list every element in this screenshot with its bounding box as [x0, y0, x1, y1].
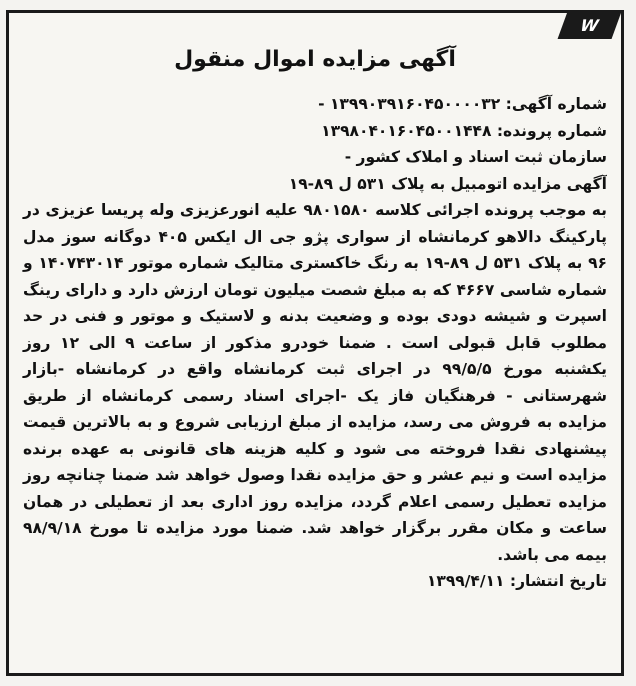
notice-title: آگهی مزایده اموال منقول — [174, 47, 456, 72]
notice-subject: آگهی مزایده اتومبیل به پلاک ۵۳۱ ل ۸۹-۱۹ — [288, 174, 607, 193]
notice-body: به موجب پرونده اجرائی کلاسه ۹۸۰۱۵۸۰ علیه انورعزیزی وله پریسا عزیزی در پارکینگ دالاهو کرمانشاه از سواری پژو جی ال ایکس ۴۰۵ دوگانه سوز مدل ۹۶ به پلاک ۵۳۱ ل ۸۹-۱۹ به رنگ خاکستری متالیک شماره موتور ۱۴۰۷۴۳۰۱۴ و شماره شاسی ۴۶۶۷ که به مبلغ شصت میلیون تومان ارزش دارد و دارای رینگ اسپرت و شیشه دودی بوده و وضعیت بدنه و لاستیک و موتور و فنی در حد مطلوب قابل قبولی است . ضمنا خودرو مذکور از ساعت ۹ الی ۱۲ روز یکشنبه مورخ ۹۹/۵/۵ در اجرای ثبت کرمانشاه واقع در کرمانشاه -بازار شهرستانی - فرهنگیان فاز یک -اجرای اسناد رسمی کرمانشاه از طریق مزایده به فروش می رسد، مزایده از مبلغ ارزیابی شروع و به بالاترین قیمت پیشنهادی نقدا فروخته می شود و کلیه هزینه های قانونی به عهده برنده مزایده است و نیم عشر و حق مزایده نقدا وصول خواهد شد ضمنا چنانچه روز مزایده تعطیل رسمی اعلام گردد، مزایده روز اداری بعد از تعطیلی در همان ساعت و مکان مقرر برگزار خواهد شد. ضمنا مورد مزایده تا مورخ ۹۸/۹/۱۸ بیمه می باشد. — [23, 201, 608, 564]
case-number: شماره پرونده: ۱۳۹۸۰۴۰۱۶۰۴۵۰۰۱۴۴۸ — [321, 121, 607, 140]
organization-name: سازمان ثبت اسناد و املاک کشور - — [344, 148, 607, 166]
notice-content — [23, 91, 607, 595]
corner-mark: W — [558, 13, 621, 39]
notice-frame — [6, 10, 624, 676]
ad-number: شماره آگهی: ۱۳۹۹۰۳۹۱۶۰۴۵۰۰۰۰۳۲ - — [318, 95, 607, 113]
publish-date: تاریخ انتشار: ۱۳۹۹/۴/۱۱ — [426, 572, 607, 590]
